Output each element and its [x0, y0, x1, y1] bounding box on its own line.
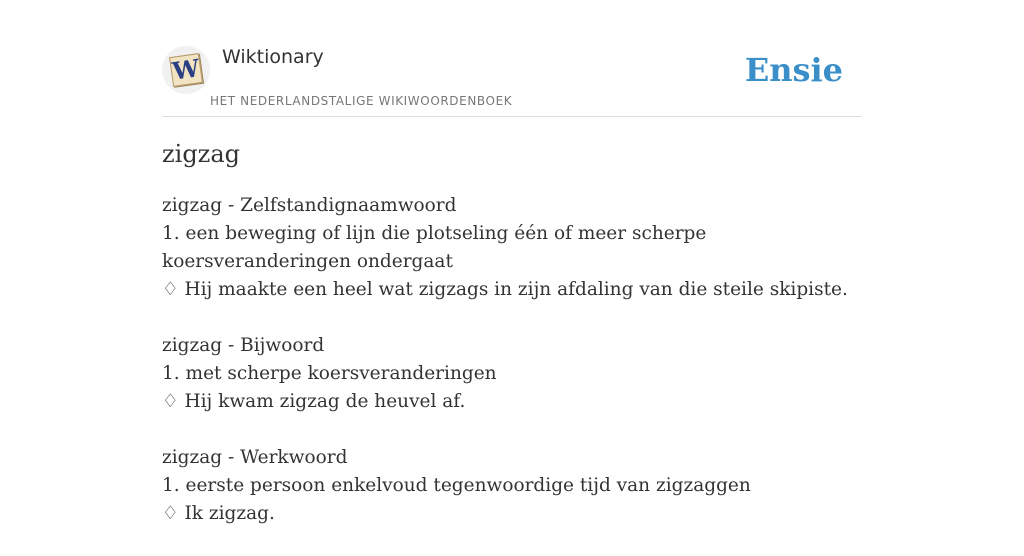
- entry-definition: 1. met scherpe koersveranderingen: [162, 363, 497, 384]
- entry-adverb: [162, 332, 852, 416]
- logo-letter: W: [170, 53, 202, 86]
- entry-noun: [162, 192, 852, 304]
- site-tagline: HET NEDERLANDSTALIGE WIKIWOORDENBOEK: [210, 94, 513, 108]
- entry-heading: zigzag - Werkwoord: [162, 447, 348, 468]
- page-title: zigzag: [162, 140, 240, 168]
- wiktionary-logo-icon[interactable]: [162, 46, 210, 94]
- entry-example: ♢ Hij maakte een heel wat zigzags in zijn afdaling van die steile skipiste.: [162, 279, 848, 300]
- site-title[interactable]: Wiktionary: [222, 46, 324, 68]
- ensie-brand-logo[interactable]: Ensie: [744, 51, 843, 89]
- entry-verb: [162, 444, 852, 528]
- entry-definition: 1. een beweging of lijn die plotseling één of meer scherpe koersveranderingen ondergaat: [162, 223, 707, 272]
- entry-example: ♢ Ik zigzag.: [162, 503, 275, 524]
- site-header: [162, 40, 862, 117]
- definition-content: [162, 192, 852, 556]
- entry-heading: zigzag - Bijwoord: [162, 335, 325, 356]
- entry-heading: zigzag - Zelfstandignaamwoord: [162, 195, 457, 216]
- entry-definition: 1. eerste persoon enkelvoud tegenwoordige tijd van zigzaggen: [162, 475, 751, 496]
- entry-example: ♢ Hij kwam zigzag de heuvel af.: [162, 391, 466, 412]
